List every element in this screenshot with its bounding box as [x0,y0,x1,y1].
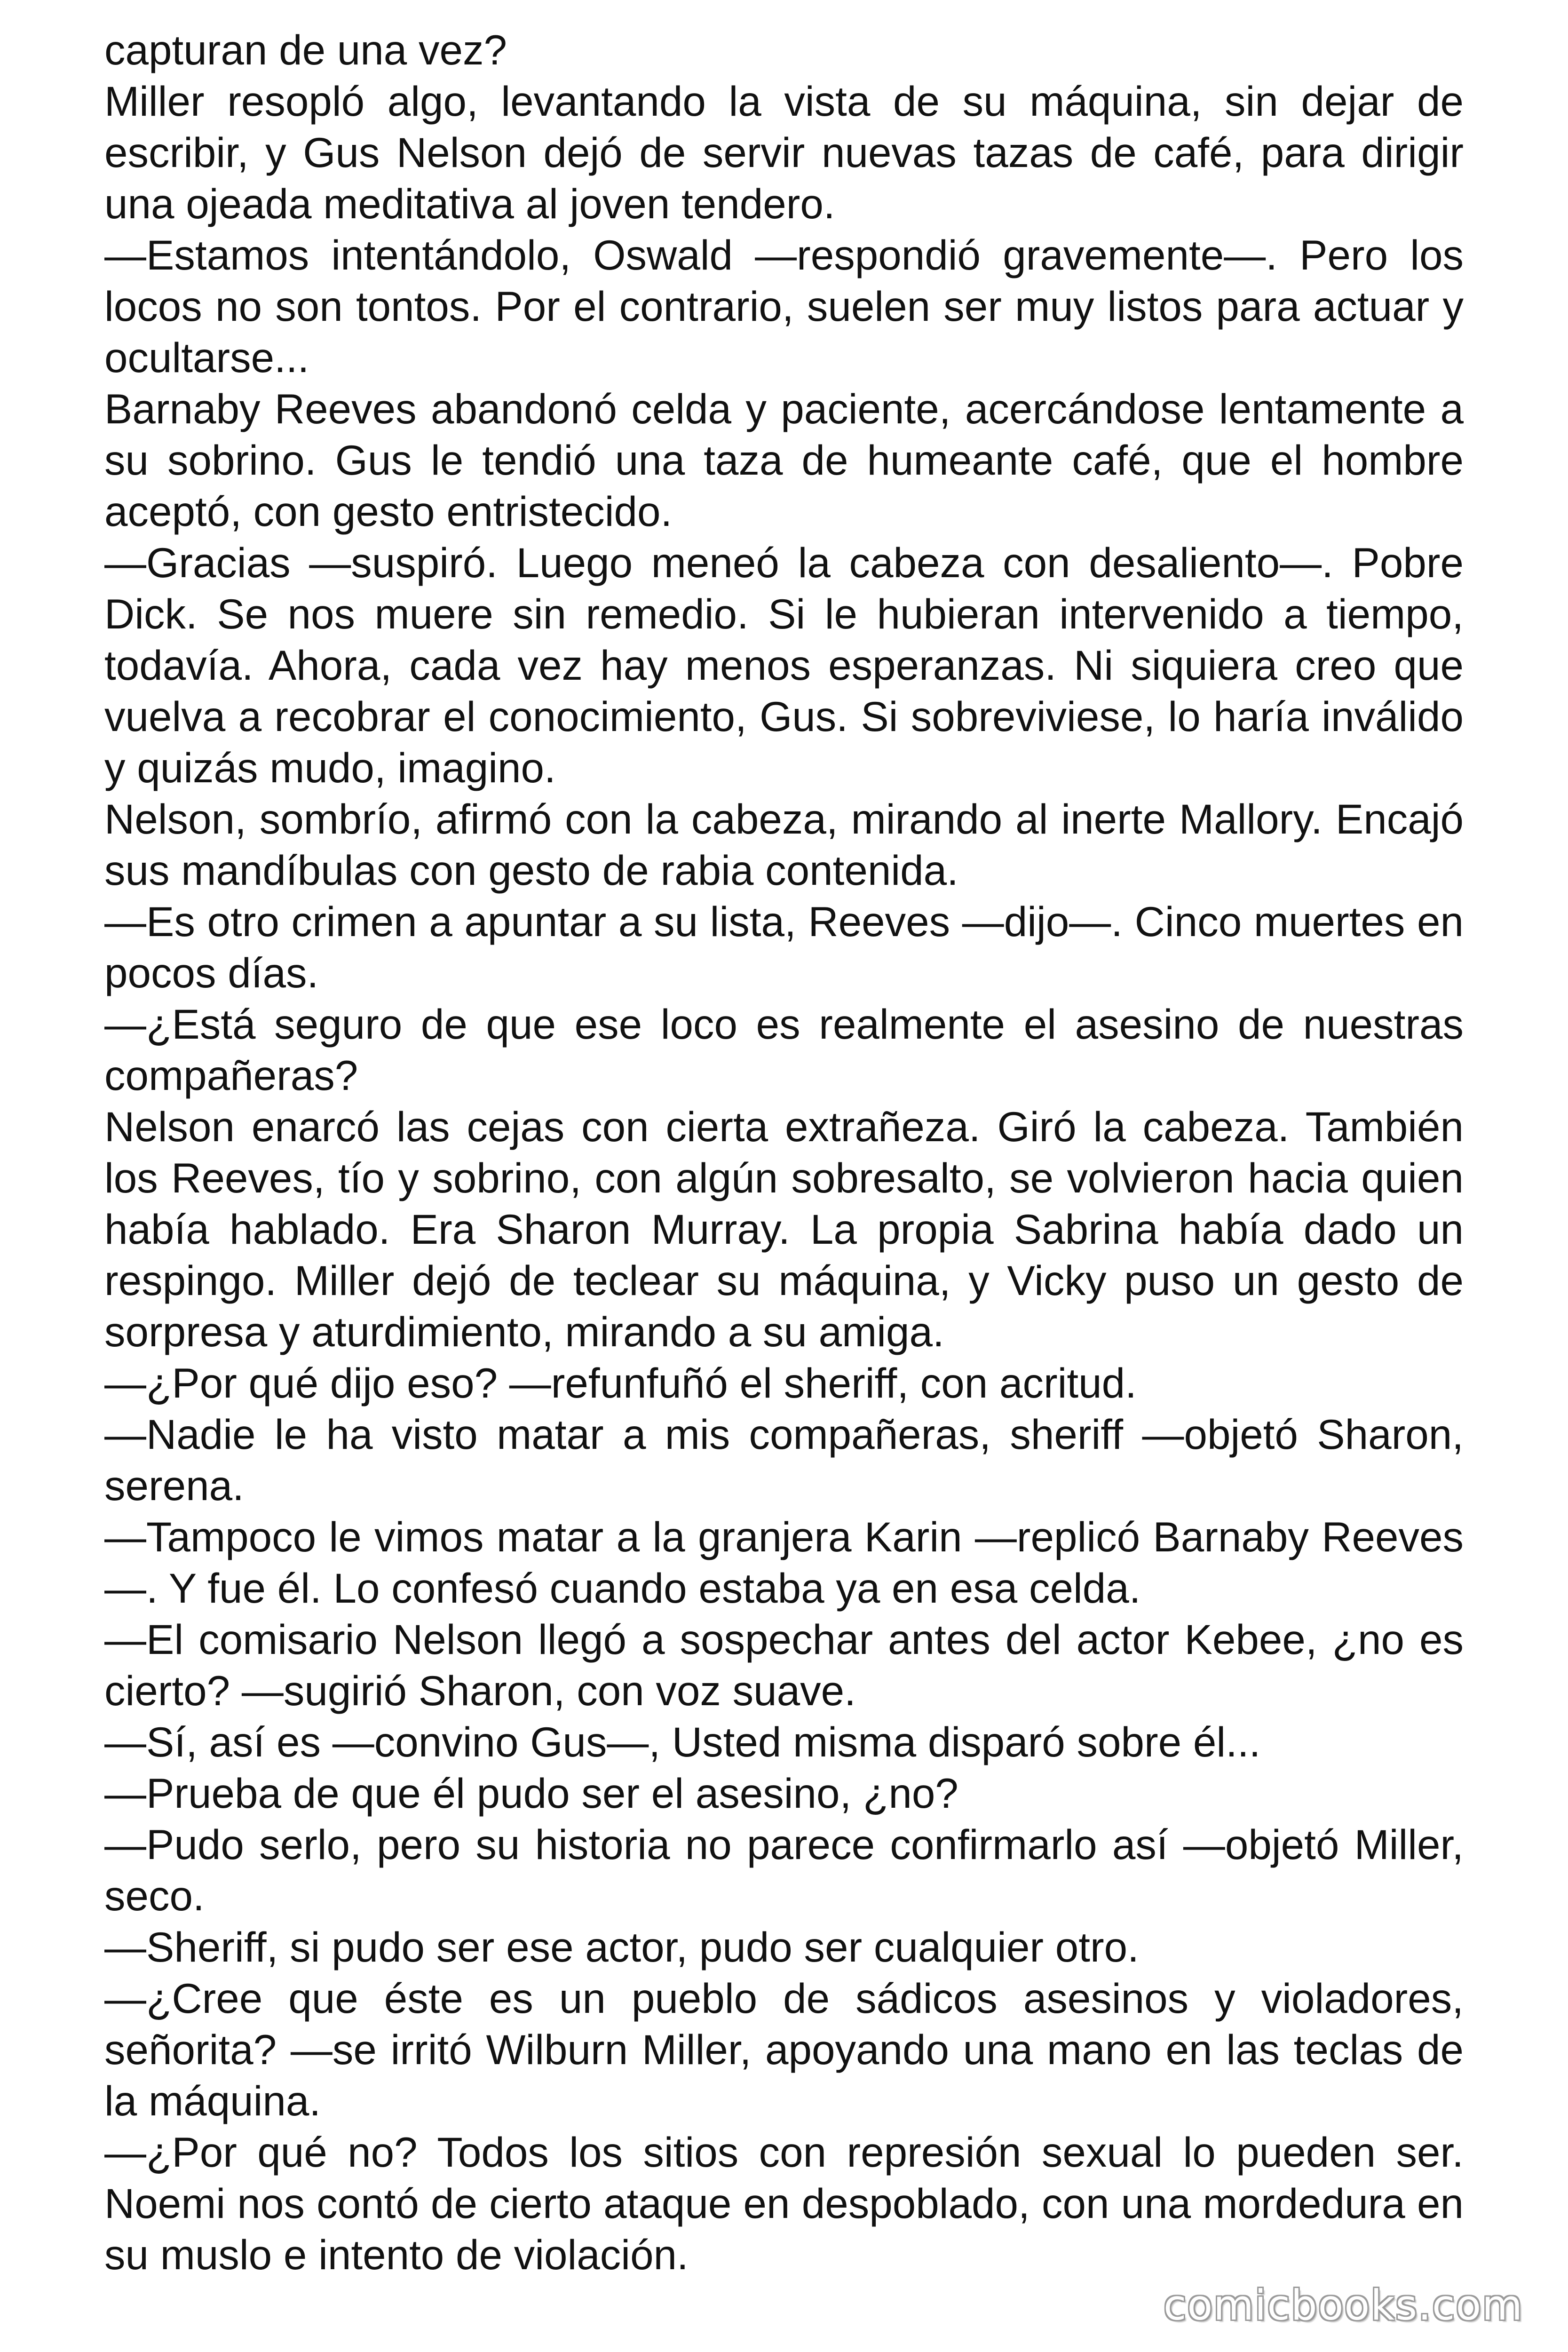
paragraph-18: —¿Cree que éste es un pueblo de sádicos asesinos y violadores, señorita? —se irritó Wilburn Miller, apoyando una mano en las teclas de la máquina. [104,1975,1464,2124]
paragraph-8: —¿Está seguro de que ese loco es realmente el asesino de nuestras compañeras? [104,1001,1464,1099]
paragraph-2: Miller resopló algo, levantando la vista de su máquina, sin dejar de escribir, y Gus Nelson dejó de servir nuevas tazas de café, para dirigir una ojeada meditativa al joven tendero. [104,78,1464,227]
paragraph-9: Nelson enarcó las cejas con cierta extrañeza. Giró la cabeza. También los Reeves, tío y sobrino, con algún sobresalto, se volvieron hacia quien había hablado. Era Sharon Murray. La propia Sabrina había dado un respingo. Miller dejó de teclear su máquina, y Vicky puso un gesto de sorpresa y aturdimiento, mirando a su amiga. [104,1103,1464,1355]
watermark: comicbooks.com [1163,2281,1523,2329]
paragraph-15: —Prueba de que él pudo ser el asesino, ¿no? [104,1770,958,1817]
paragraph-7: —Es otro crimen a apuntar a su lista, Reeves —dijo—. Cinco muertes en pocos días. [104,898,1464,996]
paragraph-17: —Sheriff, si pudo ser ese actor, pudo ser cualquier otro. [104,1923,1139,1971]
paragraph-5: —Gracias —suspiró. Luego meneó la cabeza con desaliento—. Pobre Dick. Se nos muere sin remedio. Si le hubieran intervenido a tiempo, todavía. Ahora, cada vez hay menos esperanzas. Ni siquiera creo que vuelva a recobrar el conocimiento, Gus. Si sobreviviese, lo haría inválido y quizás mudo, imagino. [104,539,1464,791]
paragraph-3: —Estamos intentándolo, Oswald —respondió gravemente—. Pero los locos no son tontos. Por el contrario, suelen ser muy listos para actuar y ocultarse... [104,231,1464,381]
paragraph-12: —Tampoco le vimos matar a la granjera Karin —replicó Barnaby Reeves—. Y fue él. Lo confesó cuando estaba ya en esa celda. [104,1513,1464,1612]
paragraph-14: —Sí, así es —convino Gus—, Usted misma disparó sobre él... [104,1718,1261,1765]
paragraph-19: —¿Por qué no? Todos los sitios con represión sexual lo pueden ser. Noemi nos contó de cierto ataque en despoblado, con una mordedura en su muslo e intento de violación. [104,2129,1464,2278]
paragraph-11: —Nadie le ha visto matar a mis compañeras, sheriff —objetó Sharon, serena. [104,1411,1464,1509]
paragraph-4: Barnaby Reeves abandonó celda y paciente, acercándose lentamente a su sobrino. Gus le tendió una taza de humeante café, que el hombre aceptó, con gesto entristecido. [104,385,1464,535]
paragraph-6: Nelson, sombrío, afirmó con la cabeza, mirando al inerte Mallory. Encajó sus mandíbulas con gesto de rabia contenida. [104,795,1464,894]
paragraph-13: —El comisario Nelson llegó a sospechar antes del actor Kebee, ¿no es cierto? —sugirió Sharon, con voz suave. [104,1616,1464,1714]
paragraph-10: —¿Por qué dijo eso? —refunfuñó el sheriff, con acritud. [104,1359,1137,1406]
body-text [104,24,1464,2280]
paragraph-16: —Pudo serlo, pero su historia no parece confirmarlo así —objetó Miller, seco. [104,1821,1464,1919]
paragraph-1: capturan de una vez? [104,26,507,73]
